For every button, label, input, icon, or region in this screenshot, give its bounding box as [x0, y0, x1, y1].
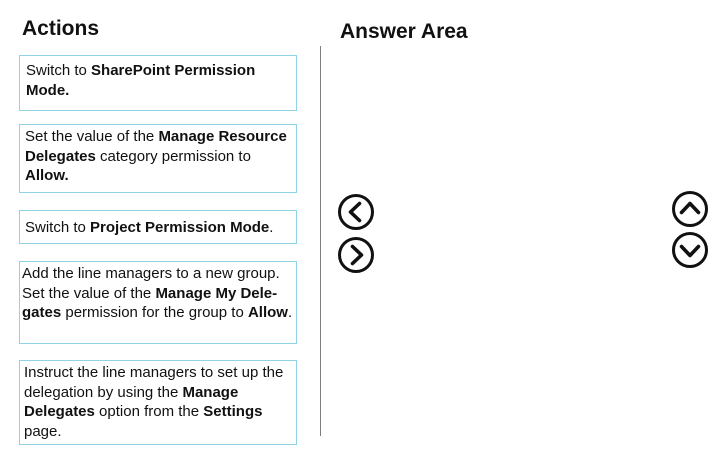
action-item-3[interactable]	[19, 210, 297, 244]
action-item-2[interactable]	[19, 124, 297, 193]
action-text-segment: option from the	[94, 403, 204, 420]
action-text-segment: Add the line managers to a new group. Set the value of the	[22, 265, 280, 302]
actions-heading: Actions	[22, 17, 100, 40]
answer-area-dropzone[interactable]	[380, 55, 665, 440]
chevron-right-circle-icon	[337, 236, 375, 274]
action-text-segment: page.	[24, 422, 62, 440]
action-text-segment: category permission to	[95, 147, 251, 165]
action-text-segment: Switch to	[25, 219, 91, 236]
action-text-segment: Set the value of the	[25, 128, 159, 145]
action-text-segment: Allow	[247, 304, 288, 321]
action-text-segment: .	[269, 219, 274, 236]
action-text-segment: Manage Resource Delegates	[25, 128, 287, 165]
action-text-segment: Instruct the line managers to set up the delegation by using the	[24, 364, 284, 401]
action-text-segment: permission for the group to	[61, 304, 248, 321]
answer-area-heading: Answer Area	[340, 20, 468, 43]
move-right-button[interactable]	[337, 236, 375, 274]
action-text-segment: Manage Delegates	[24, 383, 239, 420]
action-item-4[interactable]	[19, 261, 297, 344]
chevron-left-circle-icon	[337, 193, 375, 231]
action-text-segment: Switch to	[26, 62, 92, 79]
move-left-button[interactable]	[337, 193, 375, 231]
action-item-1[interactable]	[19, 55, 297, 111]
action-item-5[interactable]	[19, 360, 297, 445]
action-text-segment: Settings	[203, 403, 263, 420]
panel-divider	[320, 46, 321, 436]
move-down-button[interactable]	[671, 231, 709, 269]
action-text-segment: SharePoint Permission Mode.	[26, 62, 256, 99]
action-text-segment: Allow.	[25, 167, 69, 184]
action-text-segment: Project Permission Mode	[90, 219, 270, 236]
chevron-down-circle-icon	[671, 231, 709, 269]
move-up-button[interactable]	[671, 190, 709, 228]
action-text-segment: .	[287, 304, 293, 321]
chevron-up-circle-icon	[671, 190, 709, 228]
action-text-segment: Manage My Dele-gates	[22, 284, 278, 321]
